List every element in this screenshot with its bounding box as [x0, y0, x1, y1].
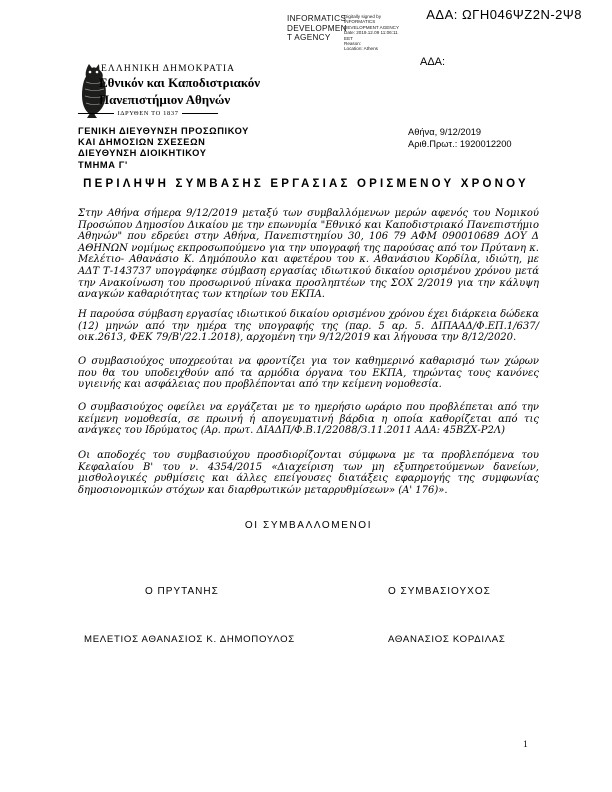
department-line: ΚΑΙ ΔΗΜΟΣΙΩΝ ΣΧΕΣΕΩΝ — [78, 137, 206, 148]
rector-role-label: Ο ΠΡΥΤΑΝΗΣ — [145, 586, 219, 597]
body-paragraph: Οι αποδοχές του συμβασιούχου προσδιορίζονται σύμφωνα με τα προβλεπόμενα του Κεφαλαίου Β' του ν. 4354/2015 «Διαχείριση των μη εξυπηρετούμενων δανείων, μισθολογικές ρυθμίσεις και άλλες επείγουσες διατάξεις εφαρμογής της συμφωνίας δημοσιονομικών στόχων και διαρθρωτικών μεταρρυθμίσεων» (Α' 176)». — [78, 450, 539, 496]
document-title: ΠΕΡΙΛΗΨΗ ΣΥΜΒΑΣΗΣ ΕΡΓΑΣΙΑΣ ΟΡΙΣΜΕΝΟΥ ΧΡΟΝΟΥ — [83, 178, 529, 190]
founded-line — [78, 110, 218, 117]
city-date: Αθήνα, 9/12/2019 — [408, 127, 482, 137]
body-paragraph: Ο συμβασιούχος οφείλει να εργάζεται με το ημερήσιο ωράριο που προβλέπεται από την κείμενη νομοθεσία, σε πρωινή ή απογευματινή βάρδια η οποία καθορίζεται από τις ανάγκες του Ιδρύματος (Αρ. πρωτ. ΔΙΑΔΠ/Φ.Β.1/22088/3.11.2011 ΑΔΑ: 45ΒΖΧ-Ρ2Λ) — [78, 402, 539, 437]
university-name-line2: Πανεπιστήμιον Αθηνών — [99, 92, 231, 107]
department-line: ΓΕΝΙΚΗ ΔΙΕΥΘΥΝΣΗ ΠΡΟΣΩΠΙΚΟΥ — [78, 126, 249, 136]
department-block — [78, 126, 249, 171]
founded-text: ΙΔΡΥΘΕΝ ΤΟ 1837 — [117, 110, 179, 117]
ada-label: ΑΔΑ: — [420, 56, 446, 68]
university-name-line1: Εθνικόν και Καποδιστριακόν — [99, 75, 261, 90]
body-paragraph: Ο συμβασιούχος υποχρεούται να φροντίζει για τον καθημερινό καθαρισμό των χώρων που θα του υποδειχθούν από τα αρμόδια όργανα του ΕΚΠΑ, τηρώντας τους κανόνες υγιεινής και ασφάλειας που προβλέπονται από την κείμενη νομοθεσία. — [78, 356, 539, 391]
protocol-number: Αριθ.Πρωτ.: 1920012200 — [408, 138, 512, 149]
page-number: 1 — [523, 740, 528, 750]
contractor-role-label: Ο ΣΥΜΒΑΣΙΟΥΧΟΣ — [388, 586, 491, 597]
stamp-signature-details: Digitally signed by INFORMATICS DEVELOPMENT AGENCY Date: 2019.12.09 11:06:11 EET Reason: Location: Athens — [344, 14, 400, 52]
body-paragraph: Στην Αθήνα σήμερα 9/12/2019 μεταξύ των συμβαλλόμενων μερών αφενός του Νομικού Προσώπου Δημοσίου Δικαίου με την επωνυμία "Εθνικό και Καποδιστριακό Πανεπιστήμιο Αθηνών" που εδρεύει στην Αθήνα, Πανεπιστημίου 30, 106 79 ΑΦΜ 090010689 ΔΟΥ Δ ΑΘΗΝΩΝ νομίμως εκπροσωπούμενο για την υπογραφή της παρούσας από τον Πρύτανη κ. Μελέτιο- Αθανάσιο Κ. Δημόπουλο και αφετέρου του κ. Αθανάσιου Κορδίλα, ιδιώτη, με ΑΔΤ Τ-143737 υπογράφηκε σύμβαση εργασίας ιδιωτικού δικαίου ορισμένου χρόνου μετά την Ανακοίνωση του προσωρινού πίνακα προσληπτέων της ΣΟΧ 2/2019 για την κάλυψη αναγκών καθαριότητας των κτηρίων του ΕΚΠΑ. — [78, 208, 539, 301]
hellenic-republic-label: ΕΛΛΗΝΙΚΗ ΔΗΜΟΚΡΑΤΙΑ — [101, 64, 236, 74]
founded-rule-right — [182, 113, 218, 114]
ada-code: ΑΔΑ: ΩΓΗ046ΨΖ2Ν-2Ψ8 — [426, 7, 582, 22]
body-paragraph: Η παρούσα σύμβαση εργασίας ιδιωτικού δικαίου ορισμένου χρόνου έχει διάρκεια δώδεκα (12) μηνών από την ημέρα της υπογραφής της (παρ. 5 αρ. 5. ΔΙΠΑΑΔ/Φ.ΕΠ.1/637/οικ.2613, ΦΕΚ 79/Β'/22.1.2018), αρχομένη την 9/12/2019 και λήγουσα την 8/12/2020. — [78, 309, 539, 344]
digital-signature-stamp — [287, 14, 399, 52]
contractor-name: ΑΘΑΝΑΣΙΟΣ ΚΟΡΔΙΛΑΣ — [388, 634, 506, 645]
stamp-agency-name: INFORMATICS DEVELOPMEN T AGENCY — [287, 14, 347, 42]
founded-rule-left — [78, 113, 114, 114]
date-protocol-block — [408, 127, 512, 150]
department-line: ΤΜΗΜΑ Γ' — [78, 159, 128, 170]
rector-name: ΜΕΛΕΤΙΟΣ ΑΘΑΝΑΣΙΟΣ Κ. ΔΗΜΟΠΟΥΛΟΣ — [84, 634, 295, 645]
parties-heading: ΟΙ ΣΥΜΒΑΛΛΟΜΕΝΟΙ — [244, 520, 373, 531]
department-line: ΔΙΕΥΘΥΝΣΗ ΔΙΟΙΚΗΤΙΚΟΥ — [78, 148, 207, 159]
